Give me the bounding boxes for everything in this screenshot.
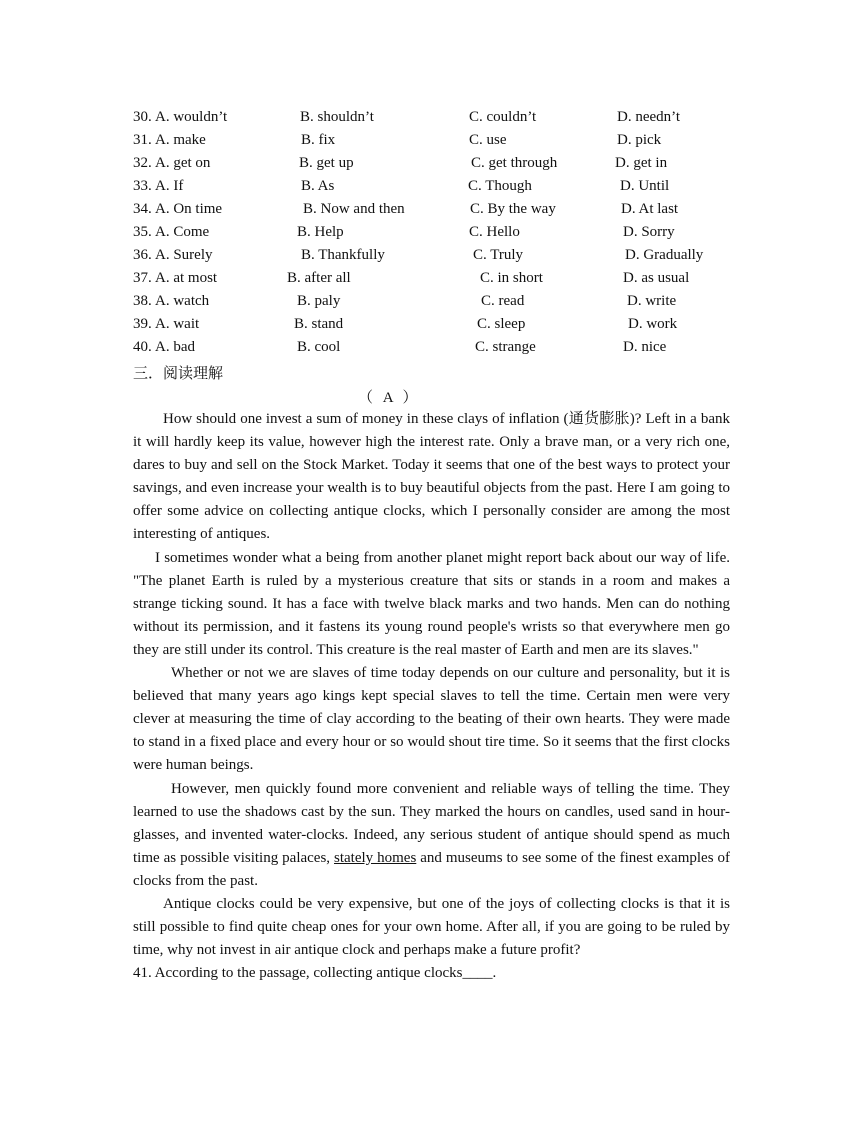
option-row-40 — [133, 339, 733, 361]
option-c: C. read — [481, 293, 525, 309]
option-c: C. sleep — [477, 316, 526, 332]
option-a: A. Come — [155, 224, 210, 240]
option-d: D. get in — [615, 155, 668, 171]
section-title: 三．阅读理解 — [133, 366, 224, 382]
option-row-34 — [133, 201, 733, 223]
question-number: 40. — [133, 339, 152, 355]
option-row-37 — [133, 270, 733, 292]
option-b: B. stand — [294, 316, 344, 332]
option-d: D. needn’t — [617, 109, 681, 125]
option-c: C. strange — [475, 339, 536, 355]
paragraph-3: Whether or not we are slaves of time today depends on our culture and personality, but it is believed that many years ago kings kept special slaves to tell the time. Certain men were very clever at measuring the time of clay according to the beating of their own hearts. They were made to stand in a fixed place and every hour or so would shout tire time. So it seems that the first clocks were human beings. — [133, 665, 730, 774]
option-d: D. work — [628, 316, 678, 332]
question-number: 38. — [133, 293, 152, 309]
option-row-30 — [133, 109, 733, 131]
option-row-38 — [133, 293, 733, 315]
option-d: D. pick — [617, 132, 662, 148]
option-c: C. use — [469, 132, 507, 148]
paragraph-1: How should one invest a sum of money in these clays of inflation (通货膨胀)? Left in a bank it will hardly keep its value, however high the interest rate. Only a brave man, or a very rich one, dares to buy and sell on the Stock Market. Today it seems that one of the best ways to protect your savings, and even increase your wealth is to buy beautiful objects from the past. Here I am going to offer some advice on collecting antique clocks, which I personally consider are among the most interesting of antiques. — [133, 411, 730, 543]
paragraph-4-text-end: and museums to see some of the finest examples of clocks from the past. — [133, 849, 730, 889]
option-d: D. Until — [620, 178, 670, 194]
option-row-33 — [133, 178, 733, 200]
option-row-35 — [133, 224, 733, 246]
underlined-phrase: stately homes — [334, 849, 417, 866]
option-row-36 — [133, 247, 733, 269]
option-d: D. Sorry — [623, 224, 675, 240]
option-d: D. Gradually — [625, 247, 704, 263]
option-b: B. fix — [301, 132, 336, 148]
question-number: 37. — [133, 270, 152, 286]
passage-label: （ A ） — [358, 390, 418, 406]
option-a: A. get on — [155, 155, 211, 171]
option-c: C. Truly — [473, 247, 524, 263]
option-d: D. At last — [621, 201, 679, 217]
question-number: 31. — [133, 132, 152, 148]
paragraph-5: Antique clocks could be very expensive, but one of the joys of collecting clocks is that it is still possible to find quite cheap ones for your own home. After all, if you are going to be ruled by time, why not invest in air antique clock and perhaps make a future profit? — [133, 895, 730, 959]
option-d: D. as usual — [623, 270, 690, 286]
option-a: A. bad — [155, 339, 195, 355]
question-number: 36. — [133, 247, 152, 263]
question-41: 41. According to the passage, collecting antique clocks____. — [133, 965, 497, 982]
option-row-39 — [133, 316, 733, 338]
question-number: 35. — [133, 224, 152, 240]
option-a: A. If — [155, 178, 184, 194]
question-number: 39. — [133, 316, 152, 332]
option-a: A. watch — [155, 293, 210, 309]
option-c: C. couldn’t — [469, 109, 537, 125]
option-b: B. Help — [297, 224, 344, 240]
option-c: C. get through — [471, 155, 558, 171]
question-number: 30. — [133, 109, 152, 125]
option-row-32 — [133, 155, 733, 177]
option-b: B. Thankfully — [301, 247, 385, 263]
option-row-31 — [133, 132, 733, 154]
option-c: C. Hello — [469, 224, 520, 240]
option-b: B. Now and then — [303, 201, 405, 217]
question-number: 33. — [133, 178, 152, 194]
paragraph-4 — [133, 778, 730, 893]
option-a: A. at most — [155, 270, 218, 286]
option-b: B. paly — [297, 293, 341, 309]
option-d: D. nice — [623, 339, 667, 355]
option-a: A. On time — [155, 201, 223, 217]
option-b: B. As — [301, 178, 335, 194]
paragraph-4-text-start: However, men quickly found more convenient and reliable ways of telling the time. They learned to use the shadows cast by the sun. They marked the hours on candles, used sand in hour- glasses, and invented water-clocks. Indeed, any serious student of antique should spend as much time as possible visiting palaces, — [133, 780, 730, 866]
reading-passage — [133, 408, 730, 985]
option-b: B. shouldn’t — [300, 109, 374, 125]
option-b: B. get up — [299, 155, 354, 171]
option-c: C. By the way — [470, 201, 556, 217]
option-b: B. after all — [287, 270, 351, 286]
option-b: B. cool — [297, 339, 341, 355]
option-d: D. write — [627, 293, 677, 309]
paragraph-2: I sometimes wonder what a being from another planet might report back about our way of life. "The planet Earth is ruled by a mysterious creature that sits or stands in a room and makes a strange ticking sound. It has a face with twelve black marks and two hands. Men can do nothing without its permission, and it fastens its young round people's wrists so that everywhere men go they are still under its control. This creature is the real master of Earth and men are its slaves." — [133, 549, 730, 658]
option-c: C. in short — [480, 270, 543, 286]
option-a: A. wouldn’t — [155, 109, 228, 125]
option-a: A. make — [155, 132, 206, 148]
option-a: A. wait — [155, 316, 200, 332]
option-a: A. Surely — [155, 247, 213, 263]
option-c: C. Though — [468, 178, 532, 194]
question-number: 34. — [133, 201, 152, 217]
question-number: 32. — [133, 155, 152, 171]
